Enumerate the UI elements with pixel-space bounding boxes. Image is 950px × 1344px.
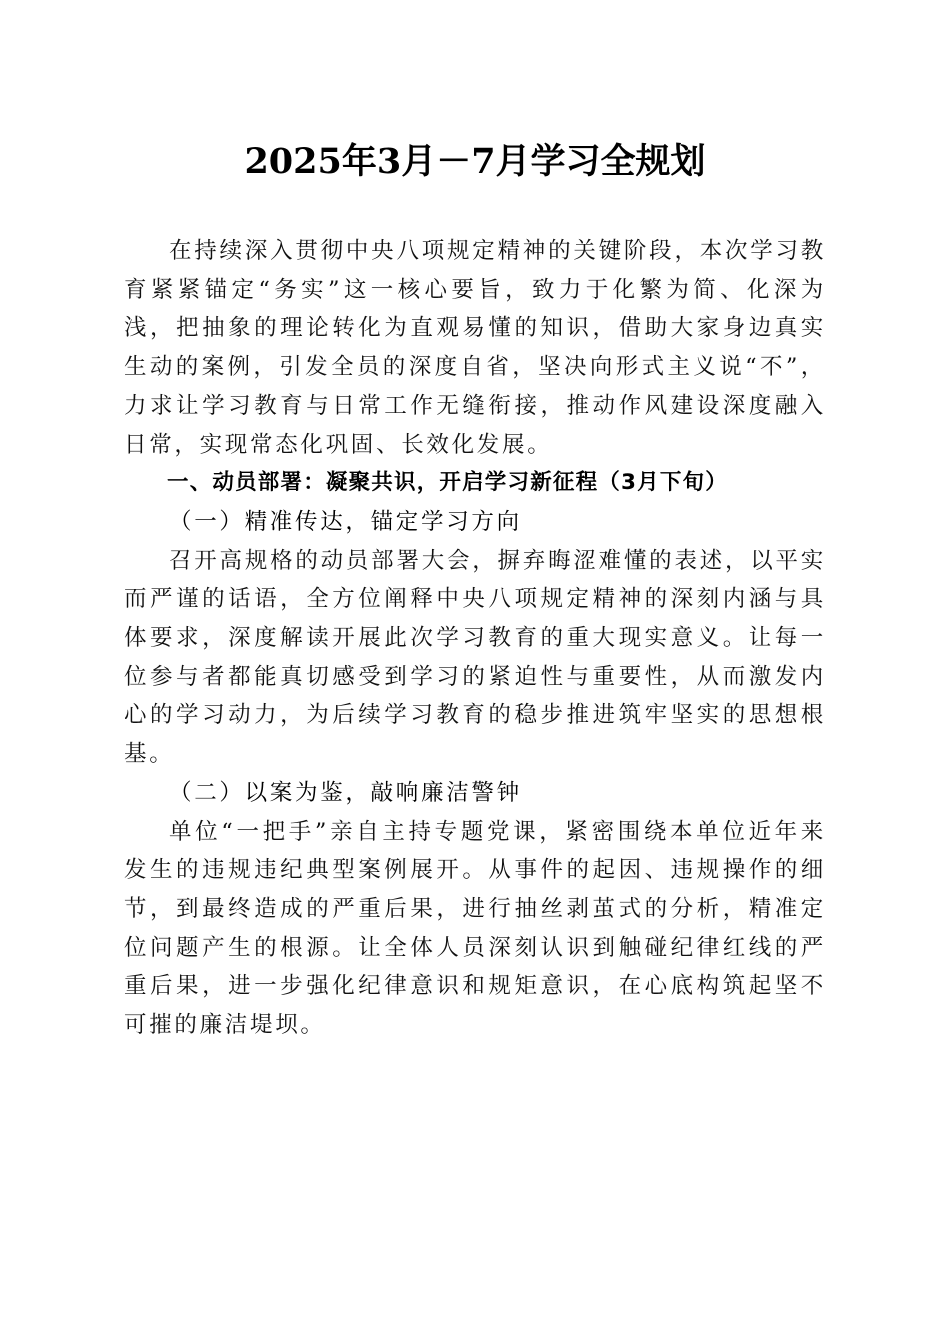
document-title: 2025年3月－7月学习全规划 [244, 141, 706, 182]
subsection-heading-2: （二）以案为鉴，敲响廉洁警钟 [169, 779, 522, 806]
body-paragraph-2: 单位“一把手”亲自主持专题党课，紧密围绕本单位近年来发生的违规违纪典型案例展开。从事件的起因、违规操作的细节，到最终造成的严重后果，进行抽丝剥茧式的分析，精准定位问题产生的根源。让全体人员深刻认识到触碰纪律红线的严重后果，进一步强化纪律意识和规矩意识，在心底构筑起坚不可摧的廉洁堤坝。 [124, 818, 826, 1039]
section-heading-1: 一、动员部署：凝聚共识，开启学习新征程（3月下旬） [167, 470, 728, 496]
document-body [124, 232, 826, 1045]
body-paragraph-1: 召开高规格的动员部署大会，摒弃晦涩难懂的表述，以平实而严谨的话语，全方位阐释中央八项规定精神的深刻内涵与具体要求，深度解读开展此次学习教育的重大现实意义。让每一位参与者都能真切感受到学习的紧迫性与重要性，从而激发内心的学习动力，为后续学习教育的稳步推进筑牢坚实的思想根基。 [124, 547, 826, 768]
subsection-heading-1: （一）精准传达，锚定学习方向 [169, 508, 522, 535]
intro-paragraph: 在持续深入贯彻中央八项规定精神的关键阶段，本次学习教育紧紧锚定“务实”这一核心要旨，致力于化繁为简、化深为浅，把抽象的理论转化为直观易懂的知识，借助大家身边真实生动的案例，引发全员的深度自省，坚决向形式主义说“不”，力求让学习教育与日常工作无缝衔接，推动作风建设深度融入日常，实现常态化巩固、长效化发展。 [124, 238, 826, 458]
